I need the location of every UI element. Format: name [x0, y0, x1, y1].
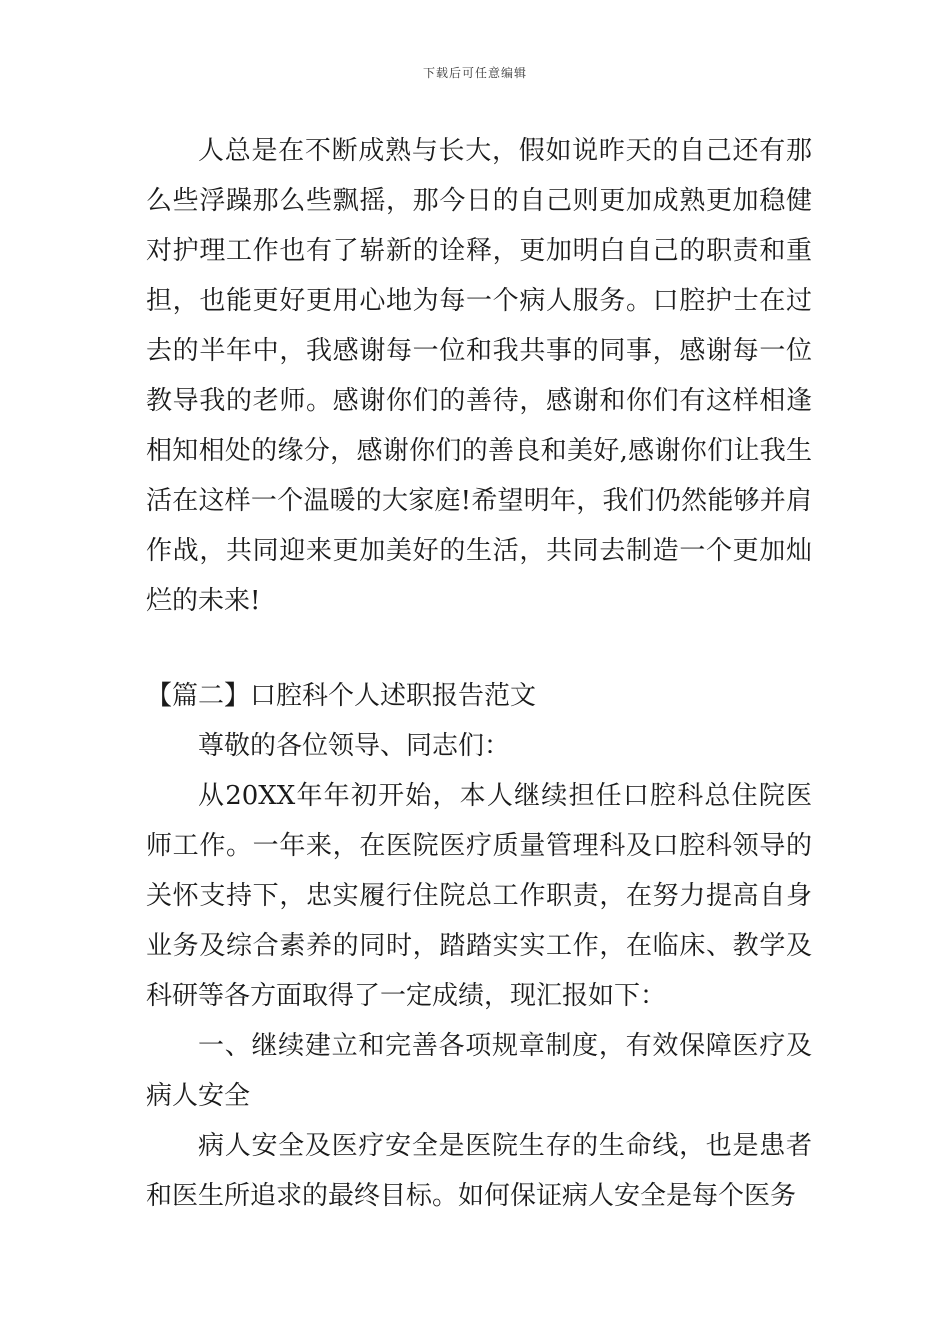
section-1-paragraph: 人总是在不断成熟与长大，假如说昨天的自己还有那么些浮躁那么些飘摇，那今日的自己则更加成熟更加稳健对护理工作也有了崭新的诠释，更加明白自己的职责和重担，也能更好更用心地为每一个病人服务。口腔护士在过去的半年中，我感谢每一位和我共事的同事，感谢每一位教导我的老师。感谢你们的善待，感谢和你们有这样相逢相知相处的缘分，感谢你们的善良和美好,感谢你们让我生活在这样一个温暖的大家庭!希望明年，我们仍然能够并肩作战，共同迎来更加美好的生活，共同去制造一个更加灿烂的未来!	[146, 136, 812, 616]
section-2-title: 【篇二】口腔科个人述职报告范文	[146, 681, 537, 711]
page-header-note: 下载后可任意编辑	[422, 66, 527, 80]
section-2-intro: 从20XX年年初开始，本人继续担任口腔科总住院医师工作。一年来，在医院医疗质量管理科及口腔科领导的关怀支持下，忠实履行住院总工作职责，在努力提高自身业务及综合素养的同时，踏踏实实工作，在临床、教学及科研等各方面取得了一定成绩，现汇报如下：	[146, 781, 812, 1011]
section-2-paragraph-1: 病人安全及医疗安全是医院生存的生命线，也是患者和医生所追求的最终目标。如何保证病人安全是每个医务	[146, 1131, 812, 1211]
section-2-heading-1: 一、继续建立和完善各项规章制度，有效保障医疗及病人安全	[146, 1031, 812, 1111]
section-2-greeting: 尊敬的各位领导、同志们：	[198, 731, 511, 761]
section-2-body	[146, 671, 812, 1221]
section-1-body	[146, 126, 812, 626]
